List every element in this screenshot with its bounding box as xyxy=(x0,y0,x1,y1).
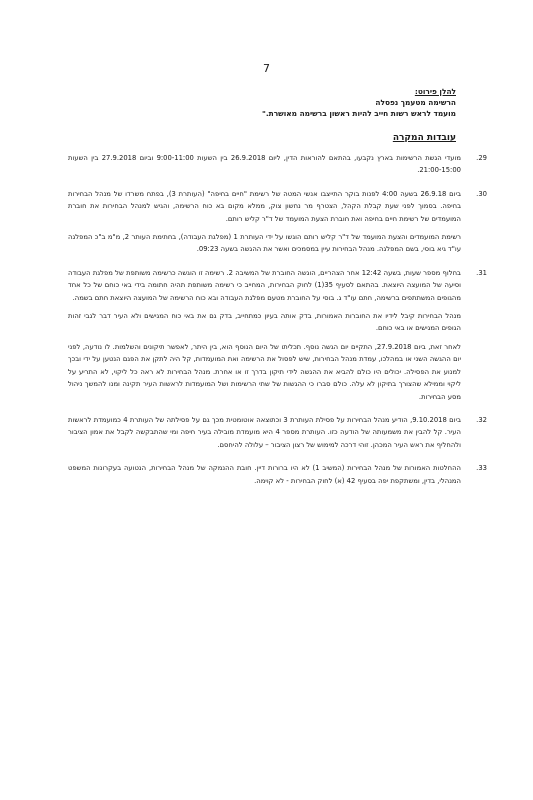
document-body xyxy=(68,152,487,498)
paragraph-31 xyxy=(68,267,487,304)
paragraph-32 xyxy=(68,414,487,451)
notice-line-2: מועמד לראש רשות חייב להיות ראשון ברשימה מאושרת." xyxy=(261,109,456,118)
paragraph-30 xyxy=(68,188,487,225)
paragraph-30-continued xyxy=(68,231,473,256)
paragraph-number: 29. xyxy=(476,154,487,162)
paragraph-number: 33. xyxy=(476,464,487,473)
quoted-notice xyxy=(76,86,456,119)
paragraph-text: לאחר זאת, ביום 27.9.2018, התקיים יום הגשה נוסף. תכליתו של היום הנוסף הוא, בין היתר, לאפשר תיקונים והשלמות. לו נודעה, לפני יום ההגשה השני או במהלכו, עמדת מנהל הבחירות, שיש לפסול את הרשימה ואת המועמדות, קל היה לתקן את הפגם הנטען על ידי ובכך למנוע את הפסילה. יכולים היו כולם להביא את ההגשה לידי תיקון בדרך זו או אחרת. מנהל הבחירות לא ראה כל ליקוי, לא התריע על ליקוי וממילא שהצורך בתיקון לא עלה. כולם סברו כי ההגשות של שתי הרשימות ושל המועמדות לראשות העיר תקינה ומנו להמשך ניהול מסע הבחירות. xyxy=(68,342,461,401)
paragraph-33 xyxy=(68,462,487,487)
paragraph-text: ביום 9.10.2018, הודיע מנהל הבחירות על פסילת העותרת 3 וכתוצאה אוטומטית מכך גם על פסילתה של העותרת 4 כמועמדת לראשות העיר. קל להבין את משמעותה של הודעה כזו. העותרת מספר 4 היא מועמדת מובילה בעיר חיפה ומי שהתבקשה לקבל את אמון הציבור ולהחליף את ראש העיר המכהן. זוהי דרכה למימוש של רצון הציבור – עלולה להיחסם. xyxy=(68,415,461,449)
notice-line-1: הרשימה מטעמך נפסלה xyxy=(375,98,456,107)
paragraph-text: ההחלטות האמורות של מנהל הבחירות (המשיב 1) לא היו ברורות דיין. חובת ההנמקה של מנהל הבחירות, הנטועה בעקרונות המשפט המנהלי, בדין, ומשתקפת יפה בסעיף 42 (א) לחוק הבחירות - לא קוימה. xyxy=(68,464,461,485)
section-title: עובדות המקרה xyxy=(392,133,456,143)
paragraph-number: 32. xyxy=(476,415,487,424)
paragraph-text: מנהל הבחירות קיבל לידיו את החוברות האמורות, בדק אותה בעיון כמתחייב, בדק גם את באי כוח המגישים ולא העיר דבר לגבי זהות הגופים המגישים או באי כוחם. xyxy=(68,312,461,333)
paragraph-number: 30. xyxy=(476,189,487,198)
paragraph-text: ביום 26.9.18 בשעה 4:00 לפנות בוקר התייצבו אנשי המטה של רשימת "חיים בחיפה" (העותרת 3), בפתח משרדו של מנהל הבחירות בחיפה. בסמוך לפני שעת קבלת הקהל, הצטרף מר נחשון צוק, ממלא מקום בא כוח הרשימה, והגיש למנהל הבחירות את חוברת המועמדים של רשימת חיים בחיפה ואת חוברת הצעת המועמד של ד"ר קליש רותם. xyxy=(68,189,461,223)
page-number: 7 xyxy=(263,62,270,75)
paragraph-text: מועדי הגשת הרשימות בארץ נקבעו, בהתאם להוראות הדין, ליום 26.9.2018 בין השעות 9:00-11:00 וביום 27.9.2018 בין השעות 21:00-15:00. xyxy=(68,154,461,175)
paragraph-29 xyxy=(68,152,487,177)
notice-label: להלן פירוט: xyxy=(414,87,456,96)
paragraph-31-continued-a xyxy=(68,310,473,335)
paragraph-text: רשימת המועמדים והצעת המועמד של ד"ר קליש רותם הוגשו על ידי העותרת 1 (מפלגת העבודה), בחתימת העותר 2, מ"מ ב"כ המפלגה עו"ד גיא בוסי, בשם המפלגה. מנהל הבחירות עיין במסמכים ואשר את ההגשה בשעה 09:23. xyxy=(68,233,461,254)
paragraph-31-continued-b xyxy=(68,341,473,403)
paragraph-number: 31. xyxy=(476,268,487,277)
paragraph-text: בחלוף מספר שעות, בשעה 12:42 אחר הצהריים, הוגשה החוברת של המשיבה 2. רשימה זו הוגשה כרשימה משותפת של מפלגת העבודה וסיעה של המועצה היוצאת. בהתאם לסעיף 35(1) לחוק הבחירות, המחייב כי רשימה משותפת תהיה חתומה בידי באי כוחם של כל אחד מהגופים המשתתפים ברשימה, חתם עו"ד ג. בוסי על החוברת מטעם מפלגת העבודה ובא כוח הרשימה של המועצה היוצאת חתם בשמה. xyxy=(68,268,461,302)
